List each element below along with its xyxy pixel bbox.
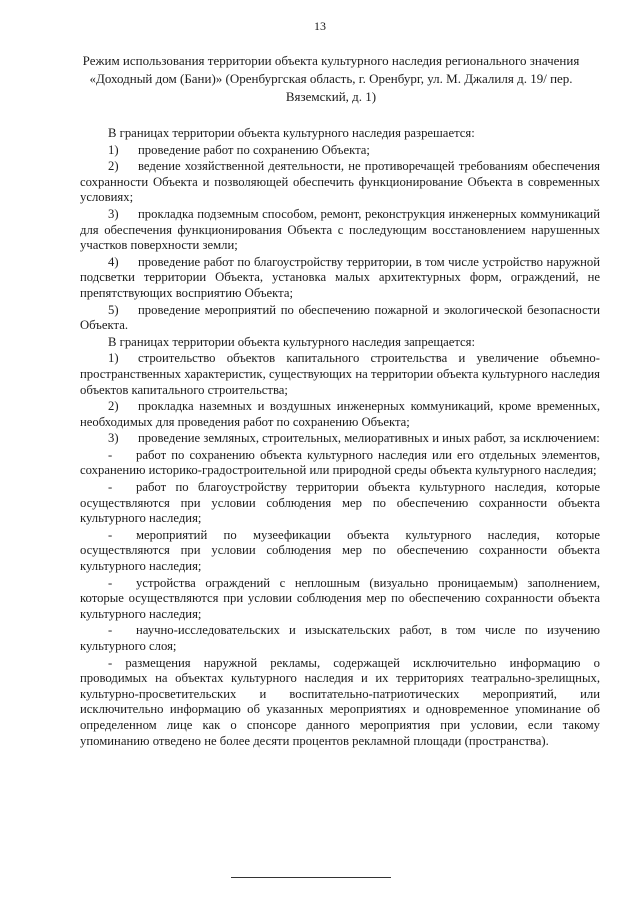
dash-marker: - <box>108 527 113 542</box>
dash-marker: - <box>108 447 113 462</box>
item-text: работ по сохранению объекта культурного наследия или его отдельных элементов, сохранению историко-градостроительной или природной среды объекта культурного наследия; <box>80 447 600 478</box>
page-number: 13 <box>314 19 326 33</box>
item-text: ведение хозяйственной деятельности, не противоречащей требованиям обеспечения сохранности Объекта и позволяющей обеспечить функционирование Объекта в современных условиях; <box>80 159 600 205</box>
prohibited-item <box>80 351 600 398</box>
allowed-item <box>80 207 600 254</box>
item-text: проведение работ по сохранению Объекта; <box>138 142 370 157</box>
item-number: 2) <box>108 399 119 414</box>
item-number: 1) <box>108 142 119 157</box>
allowed-item <box>80 143 600 159</box>
item-text: мероприятий по музеефикации объекта культурного наследия, которые осуществляются при условии соблюдения мер по обеспечению сохранности объекта культурного наследия; <box>80 527 600 574</box>
exception-item <box>80 448 600 479</box>
document-body <box>80 126 600 749</box>
item-text: проведение земляных, строительных, мелиоративных и иных работ, за исключением: <box>138 431 600 446</box>
prohibited-heading: В границах территории объекта культурного наследия запрещается: <box>108 334 476 349</box>
item-number: 5) <box>108 302 119 317</box>
item-number: 3) <box>108 431 119 446</box>
exception-item <box>80 623 600 654</box>
exception-item <box>80 480 600 527</box>
allowed-item <box>80 159 600 206</box>
allowed-heading: В границах территории объекта культурного наследия разрешается: <box>108 126 475 140</box>
allowed-item <box>80 303 600 334</box>
item-text: устройства ограждений с неплошным (визуально проницаемым) заполнением, которые осуществляются при условии соблюдения мер по обеспечению сохранности объекта культурного наследия; <box>80 575 600 621</box>
advertising-exception: - размещения наружной рекламы, содержащей исключительно информацию о проводимых на объектах культурного наследия и их территориях театрально-зрелищных, культурно-просветительских и воспитательно-патриотических мероприятий, или исключительно информацию об указанных мероприятиях и одновременное упоминание об определенном лице как о спонсоре данного мероприятия при условии, если такому упоминанию отведено не более десяти процентов рекламной площади (пространства). <box>80 655 600 748</box>
item-text: проведение мероприятий по обеспечению пожарной и экологической безопасности Объекта. <box>80 302 600 333</box>
prohibited-item <box>80 431 600 447</box>
item-text: научно-исследовательских и изыскательских работ, в том числе по изучению культурного слоя; <box>80 623 600 653</box>
dash-marker: - <box>108 623 113 638</box>
item-number: 1) <box>108 351 119 366</box>
dash-marker: - <box>108 480 113 495</box>
item-number: 3) <box>108 206 119 221</box>
document-title: Режим использования территории объекта культурного наследия регионального значения «Доходный дом (Бани)» (Оренбургская область, г. Оренбург, ул. М. Джалиля д. 19/ пер. Вяземский, д. 1) <box>82 53 580 104</box>
prohibited-item <box>80 399 600 430</box>
item-number: 4) <box>108 254 119 269</box>
footer-separator-line <box>231 877 391 878</box>
exception-item <box>80 528 600 575</box>
item-text: проведение работ по благоустройству территории, в том числе устройство наружной подсветки территории Объекта, установка малых архитектурных форм, ограждений, не препятствующих восприятию Объекта; <box>80 254 600 300</box>
item-text: прокладка наземных и воздушных инженерных коммуникаций, кроме временных, необходимых для проведения работ по сохранению Объекта; <box>80 399 600 429</box>
item-text: работ по благоустройству территории объекта культурного наследия, которые осуществляются при условии соблюдения мер по обеспечению сохранности объекта культурного наследия; <box>80 480 600 526</box>
allowed-item <box>80 255 600 302</box>
item-text: строительство объектов капитального строительства и увеличение объемно- пространственных характеристик, существующих на территории объекта культурного наследия объектов капитального строительства; <box>80 351 600 397</box>
item-number: 2) <box>108 159 119 174</box>
item-text: прокладка подземным способом, ремонт, реконструкция инженерных коммуникаций для обеспечения функционирования Объекта с последующим восстановлением нарушенных участков поверхности земли; <box>80 206 600 253</box>
exception-item <box>80 576 600 623</box>
dash-marker: - <box>108 575 113 590</box>
